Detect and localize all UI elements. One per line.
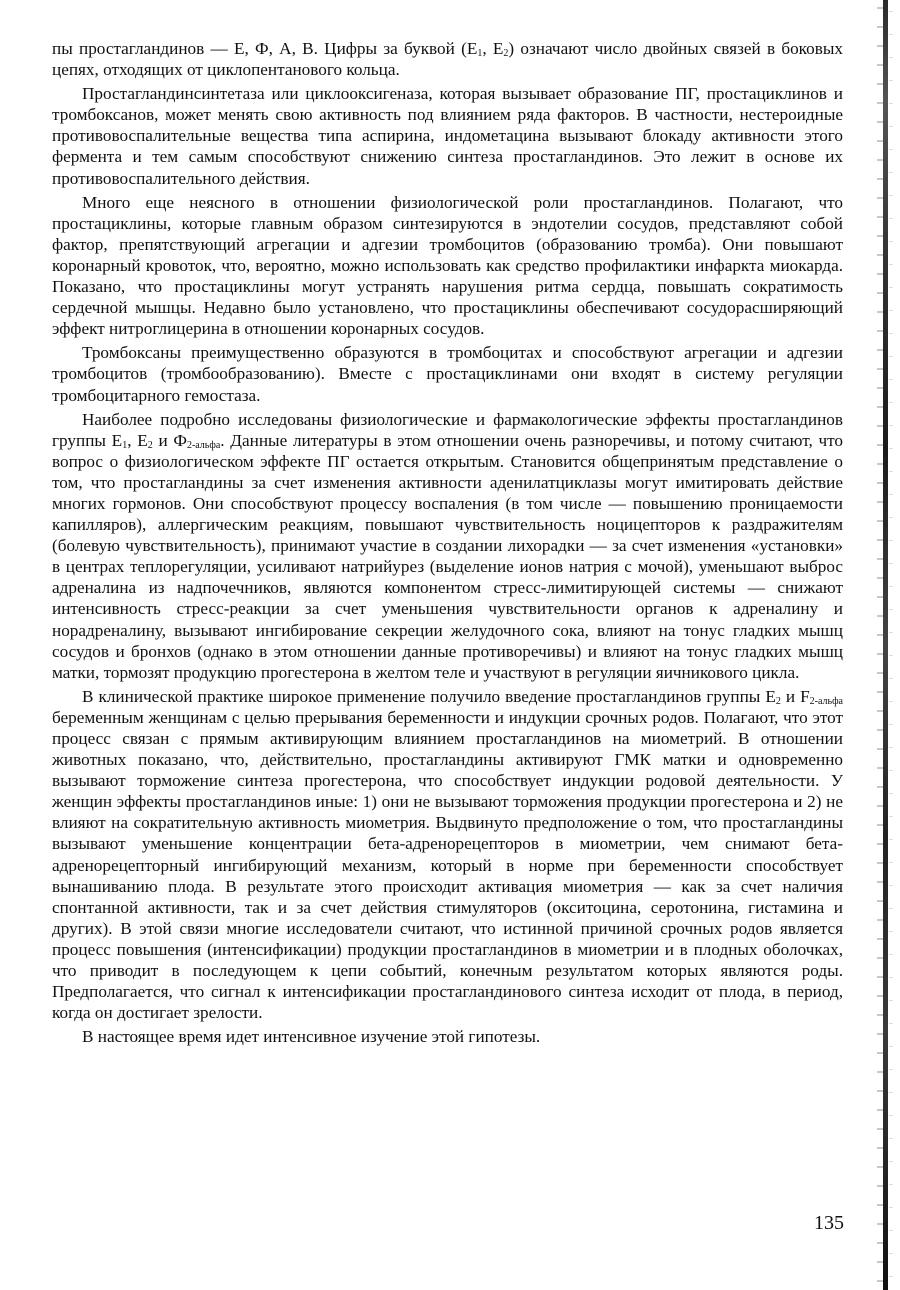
page-number: 135 — [814, 1212, 844, 1234]
subscript: 2 — [775, 695, 781, 707]
text-run: ) означают число двойных связей в боковых цепях, отходящих от циклопентанового кольца. — [52, 39, 844, 80]
text-run: и F — [780, 686, 810, 706]
text-run: и Ф — [152, 430, 187, 450]
subscript: 1 — [477, 48, 483, 59]
paragraph-5 — [52, 409, 843, 683]
text-run: беременным женщинам с целью прерывания беременности и индукции срочных родов. Полагают, что этот процесс связан с прямым активирующим влиянием простагландинов на миометрий. В отношении животных показано, что, действительно, простагландины активируют ГМК матки и одновременно вызывают торможение синтеза прогестерона, что способствует индукции родовой деятельности. У женщин эффекты простагландинов иные: 1) они не вызывают торможения продукции прогестерона и 2) не влияют на сократительную активность миометрия. Выдвинуто предположение о том, что простагландины вызывают уменьшение концентрации бета-адренорецепторов в миометрии, чем снимают бета-адренорецепторный ингибирующий механизм, который в норме при беременности способствует вынашиванию плода. В результате этого происходит активация миометрия — как за счет наличия спонтанной активности, так и за счет действия стимуляторов (окситоцина, серотонина, гистамина и других). В этой связи многие исследователи считают, что истинной причиной срочных родов является процесс повышения (интенсификации) продукции простагландинов в миометрии и в плодных оболочках, что приводит в последующем к цепи событий, конечным результатом которых являются роды. Предполагается, что сигнал к интенсификации простагландинового синтеза исходит от плода, в период, когда он достигает зрелости. — [52, 707, 843, 1023]
paragraph-4 — [52, 342, 843, 405]
paragraph-6 — [52, 686, 843, 1024]
subscript: 2-альфа — [186, 439, 221, 451]
subscript: 1 — [122, 439, 128, 451]
text-run: Наиболее подробно исследованы физиологические и фармакологические эффекты простагландинов группы Е — [52, 409, 843, 450]
text-run: Простагландинсинтетаза или циклооксигеназа, которая вызывает образование ПГ, простациклинов и тромбоксанов, может менять свою активность под влиянием ряда факторов. В частности, нестероидные противовоспалительные вещества типа аспирина, индометацина вызывают блокаду активности этого фермента и тем самым способствуют снижению синтеза простагландинов. Это лежит в основе их противовоспалительного действия. — [52, 84, 843, 188]
text-run: пы простагландинов — Е, Ф, А, В. Цифры за буквой (Е — [52, 39, 478, 58]
text-run: , Е — [127, 430, 148, 450]
subscript: 2-альфа — [809, 695, 843, 707]
text-run: . Данные литературы в этом отношении очень разноречивы, и потому считают, что вопрос о физиологическом эффекте ПГ остается открытым. Становится общепринятым представление о том, что простагландины за счет изменения активности аденилатциклазы могут имитировать действие многих гормонов. Они способствуют процессу воспаления (в том числе — повышению проницаемости капилляров), аллергическим реакциям, повышают чувствительность ноцицепторов к раздражителям (болевую чувствительность), принимают участие в создании лихорадки — за счет изменения «установки» в центрах теплорегуляции, усиливают натрийурез (выделение ионов натрия с мочой), уменьшают выброс адреналина из надпочечников, являются компонентом стресс-лимитирующей системы — снижают интенсивность стресс-реакции за счет уменьшения чувствительности органов к адреналину и норадреналину, вызывают ингибирование секреции желудочного сока, влияют на тонус гладких мышц сосудов и бронхов (однако в этом отношении данные противоречивы) и влияют на тонус гладких мышц матки, тормозят продукцию прогестерона в желтом теле и участвуют в регуляции яичникового цикла. — [52, 430, 844, 682]
paragraph-2 — [52, 83, 843, 188]
subscript: 2 — [503, 48, 509, 59]
paragraph-7 — [52, 1026, 843, 1047]
paragraph-3 — [52, 192, 843, 340]
text-run: В настоящее время идет интенсивное изучение этой гипотезы. — [82, 1027, 541, 1047]
paragraph-1 — [52, 38, 843, 80]
subscript: 2 — [147, 439, 153, 451]
body-text — [52, 38, 843, 1050]
text-run: Тромбоксаны преимущественно образуются в тромбоцитах и способствуют агрегации и адгезии тромбоцитов (тромбообразованию). Вместе с простациклинами они входят в систему регуляции тромбоцитарного гемостаза. — [52, 343, 843, 405]
scan-edge — [874, 0, 900, 1290]
text-run: В клинической практике широкое применение получило введение простагландинов группы Е — [82, 686, 776, 706]
text-run: , Е — [482, 39, 504, 58]
text-run: Много еще неясного в отношении физиологической роли простагландинов. Полагают, что простациклины, которые главным образом синтезируются в эндотелии сосудов, представляют собой фактор, препятствующий агрегации и адгезии тромбоцитов (образованию тромба). Они повышают коронарный кровоток, что, вероятно, можно использовать как средство профилактики инфаркта миокарда. Показано, что простациклины могут устранять нарушения ритма сердца, повышать сократимость сердечной мышцы. Недавно было установлено, что простациклины обеспечивают сосудорасширяющий эффект нитроглицерина в отношении коронарных сосудов. — [52, 192, 843, 339]
